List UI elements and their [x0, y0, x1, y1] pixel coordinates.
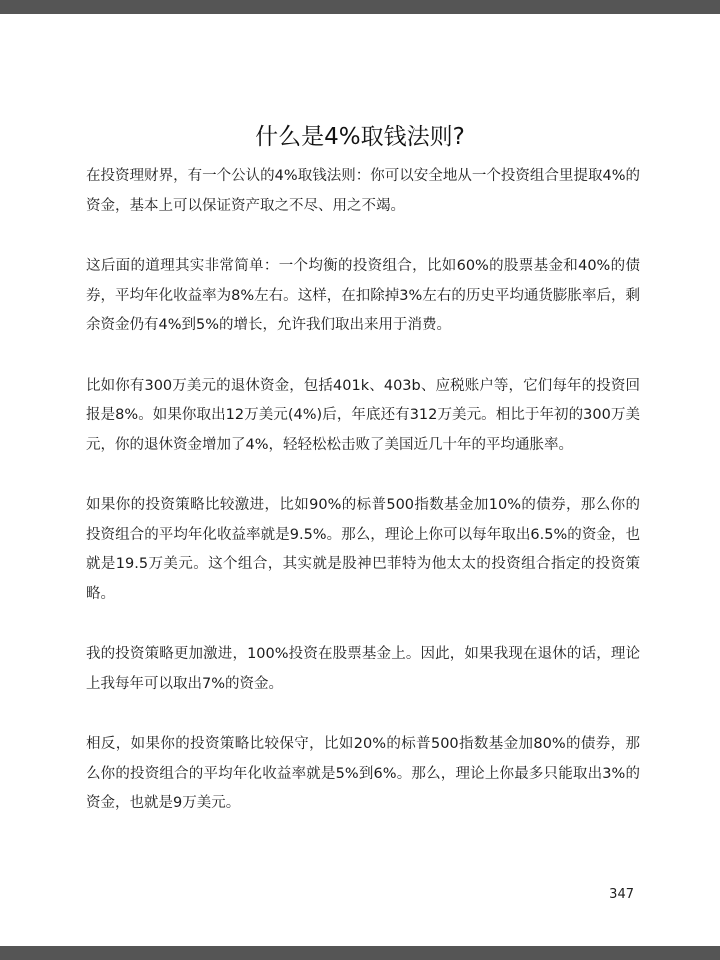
bottom-edge-bar	[0, 946, 720, 960]
page-number: 347	[609, 887, 634, 902]
book-page	[0, 14, 720, 946]
page-title: 什么是4%取钱法则?	[255, 124, 465, 151]
paragraph-1: 在投资理财界，有一个公认的4%取钱法则：你可以安全地从一个投资组合里提取4%的资金，基本上可以保证资产取之不尽、用之不竭。	[86, 168, 640, 214]
paragraph-4: 如果你的投资策略比较激进，比如90%的标普500指数基金加10%的债券，那么你的投资组合的平均年化收益率就是9.5%。那么，理论上你可以每年取出6.5%的资金，也就是19.5万美元。这个组合，其实就是股神巴菲特为他太太的投资组合指定的投资策略。	[86, 497, 640, 602]
top-edge-bar	[0, 0, 720, 14]
paragraph-2: 这后面的道理其实非常简单：一个均衡的投资组合，比如60%的股票基金和40%的债券，平均年化收益率为8%左右。这样，在扣除掉3%左右的历史平均通货膨胀率后，剩余资金仍有4%到5%的增长，允许我们取出来用于消费。	[86, 258, 640, 333]
paragraph-3: 比如你有300万美元的退休资金，包括401k、403b、应税账户等，它们每年的投资回报是8%。如果你取出12万美元(4%)后，年底还有312万美元。相比于年初的300万美元，你的退休资金增加了4%，轻轻松松击败了美国近几十年的平均通胀率。	[86, 377, 640, 453]
page-body	[86, 162, 640, 850]
paragraph-5: 我的投资策略更加激进，100%投资在股票基金上。因此，如果我现在退休的话，理论上我每年可以取出7%的资金。	[86, 646, 640, 692]
paragraph-6: 相反，如果你的投资策略比较保守，比如20%的标普500指数基金加80%的债券，那么你的投资组合的平均年化收益率就是5%到6%。那么，理论上你最多只能取出3%的资金，也就是9万美元。	[86, 736, 640, 811]
